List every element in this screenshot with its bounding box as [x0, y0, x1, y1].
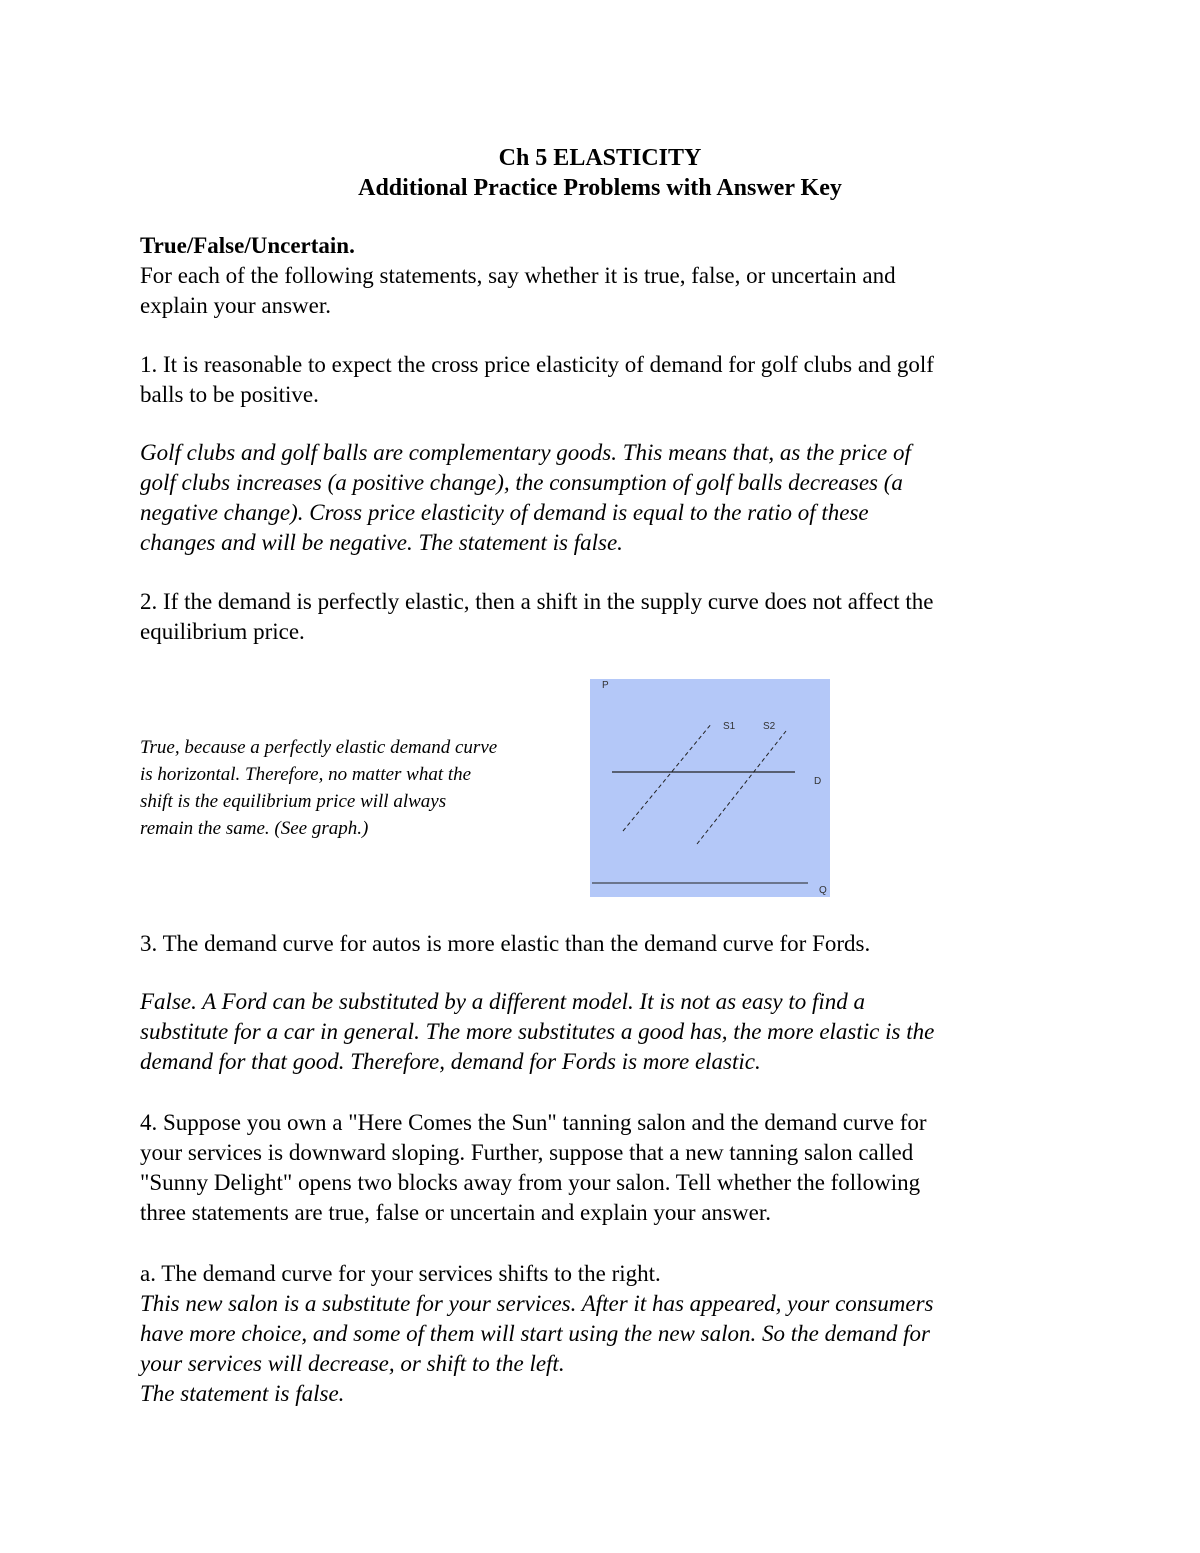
answer-line: substitute for a car in general. The more substitutes a good has, the more elastic is the: [140, 1019, 935, 1044]
graph-background: [590, 679, 830, 897]
answer-1: [140, 438, 1070, 558]
section-heading: True/False/Uncertain.: [140, 233, 355, 258]
answer-line: remain the same. (See graph.): [140, 818, 369, 839]
question-2: [140, 587, 1070, 647]
demand-label: D: [814, 776, 822, 787]
x-axis-label: Q: [819, 885, 827, 896]
answer-line: golf clubs increases (a positive change), the consumption of golf balls decreases (a: [140, 470, 903, 495]
question-line: 3. The demand curve for autos is more elastic than the demand curve for Fords.: [140, 931, 871, 956]
supply-2-label: S2: [763, 721, 776, 732]
question-line: equilibrium price.: [140, 619, 305, 644]
question-line: your services is downward sloping. Further, suppose that a new tanning salon called: [140, 1140, 914, 1165]
supply-1-label: S1: [723, 721, 736, 732]
answer-line: your services will decrease, or shift to the left.: [140, 1351, 565, 1376]
instruction-line: For each of the following statements, say whether it is true, false, or uncertain and: [140, 263, 896, 288]
answer-line: changes and will be negative. The statement is false.: [140, 530, 623, 555]
answer-line: shift is the equilibrium price will always: [140, 791, 447, 812]
document-subtitle: Additional Practice Problems with Answer Key: [358, 175, 842, 201]
statement-line: a. The demand curve for your services shifts to the right.: [140, 1261, 661, 1286]
question-4a: [140, 1259, 1070, 1409]
answer-3: [140, 987, 1070, 1077]
instruction-line: explain your answer.: [140, 293, 331, 318]
answer-line: True, because a perfectly elastic demand curve: [140, 737, 498, 758]
answer-line: False. A Ford can be substituted by a different model. It is not as easy to find a: [140, 989, 866, 1014]
question-line: "Sunny Delight" opens two blocks away from your salon. Tell whether the following: [140, 1170, 921, 1195]
answer-line: is horizontal. Therefore, no matter what the: [140, 764, 472, 785]
question-line: 2. If the demand is perfectly elastic, then a shift in the supply curve does not affect the: [140, 589, 934, 614]
question-line: three statements are true, false or uncertain and explain your answer.: [140, 1200, 771, 1225]
answer-line: Golf clubs and golf balls are complementary goods. This means that, as the price of: [140, 440, 911, 465]
document-title: Ch 5 ELASTICITY: [498, 145, 702, 171]
question-1: [140, 350, 1070, 410]
question-4: [140, 1108, 1070, 1228]
question-3: [140, 929, 1070, 959]
answer-line: negative change). Cross price elasticity of demand is equal to the ratio of these: [140, 500, 869, 525]
answer-line: The statement is false.: [140, 1381, 345, 1406]
question-line: balls to be positive.: [140, 382, 319, 407]
answer-line: demand for that good. Therefore, demand for Fords is more elastic.: [140, 1049, 761, 1074]
answer-line: This new salon is a substitute for your services. After it has appeared, your consumers: [140, 1291, 934, 1316]
answer-2: [140, 734, 600, 842]
supply-demand-graph: [590, 679, 830, 897]
y-axis-label: P: [602, 680, 609, 691]
answer-line: have more choice, and some of them will start using the new salon. So the demand for: [140, 1321, 930, 1346]
instructions-block: [140, 231, 1070, 321]
question-line: 1. It is reasonable to expect the cross price elasticity of demand for golf clubs and golf: [140, 352, 934, 377]
question-line: 4. Suppose you own a "Here Comes the Sun" tanning salon and the demand curve for: [140, 1110, 927, 1135]
